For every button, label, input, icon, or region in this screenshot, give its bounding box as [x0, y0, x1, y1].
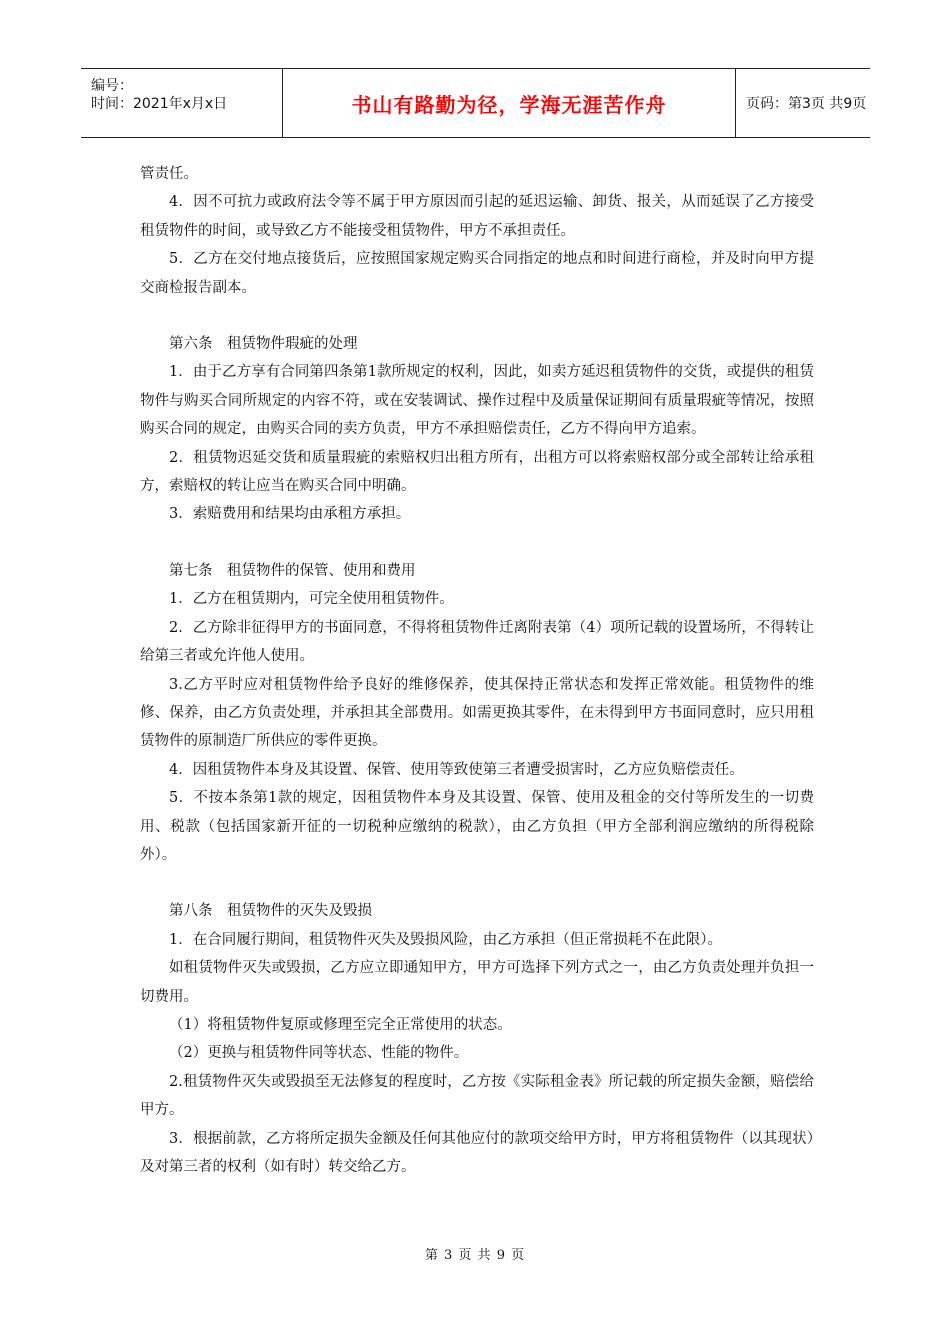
list-item: （1）将租赁物件复原或修理至完全正常使用的状态。: [169, 1016, 512, 1033]
number-label: 编号：: [91, 78, 133, 94]
paragraph: 2．乙方除非征得甲方的书面同意，不得将租赁物件迁离附表第（4）项所记载的设置场所，不得转让给第三者或允许他人使用。: [140, 619, 814, 665]
header-meta-cell: [81, 69, 283, 137]
header-page-label: 页码：第3页 共9页: [746, 96, 867, 112]
list-item: （2）更换与租赁物件同等状态、性能的物件。: [169, 1045, 469, 1062]
section-heading: 第六条 租赁物件瑕疵的处理: [169, 336, 358, 353]
paragraph: 1．在合同履行期间，租赁物件灭失及毁损风险，由乙方承担（但正常损耗不在此限）。: [169, 931, 722, 948]
document-header: [81, 68, 870, 138]
section-heading: 第七条 租赁物件的保管、使用和费用: [169, 562, 416, 579]
section-heading: 第八条 租赁物件的灭失及毁损: [169, 903, 372, 920]
paragraph: 3．根据前款，乙方将所定损失金额及任何其他应付的款项交给甲方时，甲方将租赁物件（以其现状）及对第三者的权利（如有时）转交给乙方。: [140, 1130, 814, 1175]
paragraph: 2.租赁物件灭失或毁损至无法修复的程度时，乙方按《实际租金表》所记载的所定损失金额，赔偿给甲方。: [140, 1073, 814, 1119]
paragraph: 4．因租赁物件本身及其设置、保管、使用等致使第三者遭受损害时，乙方应负赔偿责任。: [169, 761, 744, 778]
header-motto-cell: [283, 69, 736, 137]
paragraph: 1．乙方在租赁期内，可完全使用租赁物件。: [169, 591, 454, 608]
paragraph: 如租赁物件灭失或毁损，乙方应立即通知甲方，甲方可选择下列方式之一，由乙方负责处理并负担一切费用。: [140, 960, 814, 1005]
document-body: [140, 160, 814, 1181]
paragraph: 3.乙方平时应对租赁物件给予良好的维修保养，使其保持正常状态和发挥正常效能。租赁物件的维修、保养，由乙方负责处理，并承担其全部费用。如需更换其零件，在未得到甲方书面同意时，应只用租赁物件的原制造厂所供应的零件更换。: [140, 676, 814, 750]
time-label: 时间：2021年x月x日: [91, 96, 228, 112]
paragraph: 1．由于乙方享有合同第四条第1款所规定的权利，因此，如卖方延迟租赁物件的交货，或提供的租赁物件与购买合同所规定的内容不符，或在安装调试、操作过程中及质量保证期间有质量瑕疵等情况，按照购买合同的规定，由购买合同的卖方负责，甲方不承担赔偿责任，乙方不得向甲方追索。: [140, 364, 814, 438]
header-motto: 书山有路勤为径，学海无涯苦作舟: [351, 92, 667, 117]
paragraph: 4．因不可抗力或政府法令等不属于甲方原因而引起的延迟运输、卸货、报关，从而延误了乙方接受租赁物件的时间，或导致乙方不能接受租赁物件，甲方不承担责任。: [140, 194, 814, 239]
paragraph: 管责任。: [140, 166, 198, 182]
paragraph: 3．索赔费用和结果均由承租方承担。: [169, 506, 411, 523]
paragraph: 5．乙方在交付地点接货后，应按照国家规定购买合同指定的地点和时间进行商检，并及时向甲方提交商检报告副本。: [140, 251, 814, 296]
paragraph: 2．租赁物迟延交货和质量瑕疵的索赔权归出租方所有，出租方可以将索赔权部分或全部转让给承租方，索赔权的转让应当在购买合同中明确。: [140, 449, 814, 495]
page-footer: 第 3 页 共 9 页: [424, 1248, 526, 1263]
paragraph: 5．不按本条第1款的规定，因租赁物件本身及其设置、保管、使用及租金的交付等所发生的一切费用、税款（包括国家新开征的一切税种应缴纳的税款），由乙方负担（甲方全部利润应缴纳的所得税除外）。: [140, 790, 814, 863]
